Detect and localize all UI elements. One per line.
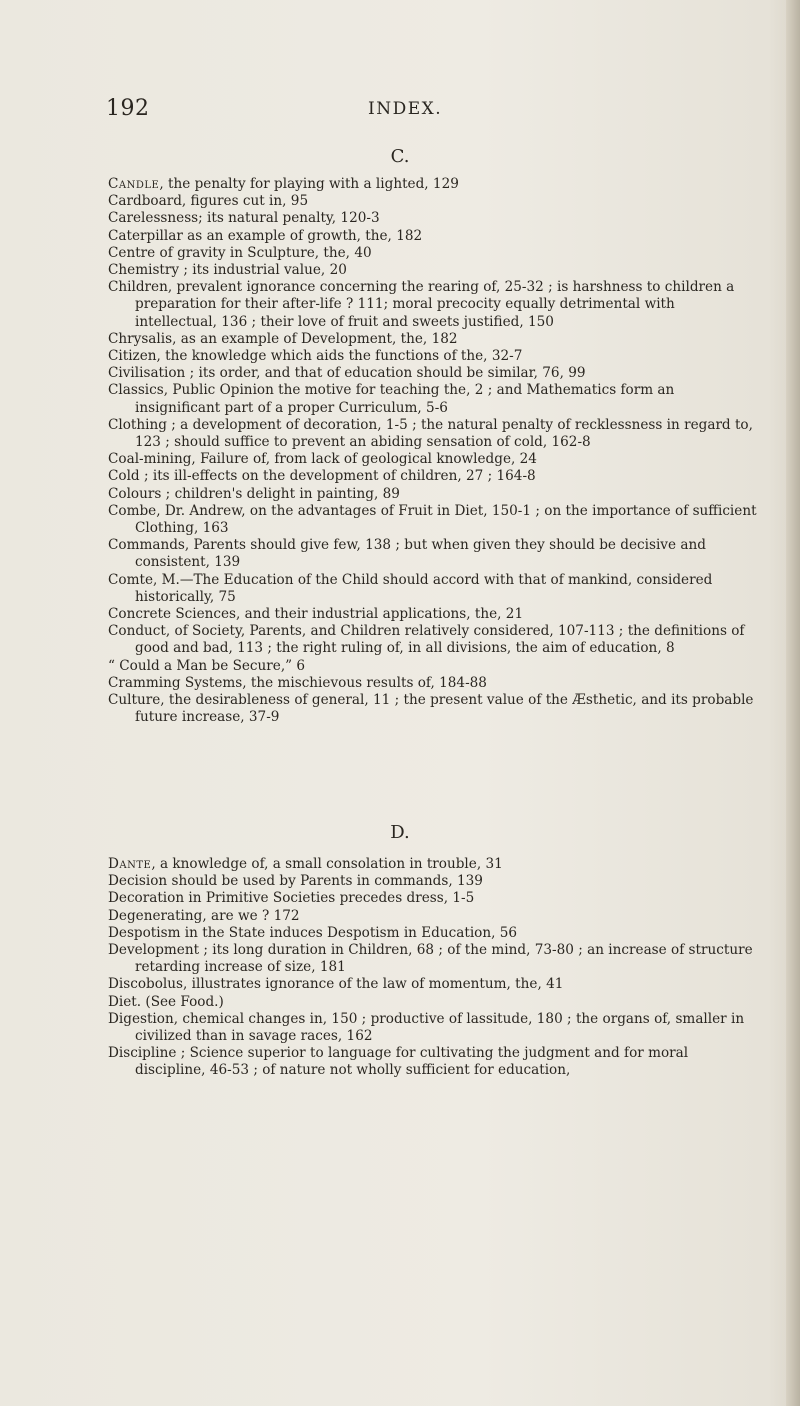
- page-edge: [786, 0, 800, 1406]
- index-entry: Classics, Public Opinion the motive for teaching the, 2 ; and Mathematics form an insignificant part of a proper Curriculum, 5-6: [108, 382, 675, 416]
- index-entries-d: [108, 856, 758, 1080]
- index-entry: Decision should be used by Parents in commands, 139: [108, 873, 483, 890]
- entry-text: , the penalty for playing with a lighted, 129: [159, 176, 459, 192]
- entry-headword: Dante: [108, 856, 152, 872]
- index-entry: Civilisation ; its order, and that of education should be similar, 76, 99: [108, 365, 586, 382]
- index-entry: Citizen, the knowledge which aids the functions of the, 32-7: [108, 348, 523, 365]
- index-entry: Comte, M.—The Education of the Child should accord with that of mankind, considered historically, 75: [108, 571, 713, 605]
- index-entry: Caterpillar as an example of growth, the, 182: [108, 227, 423, 244]
- index-entry: [108, 176, 758, 193]
- running-head: INDEX.: [368, 99, 443, 119]
- section-heading-d: D.: [390, 822, 410, 843]
- index-entry: Carelessness; its natural penalty, 120-3: [108, 210, 380, 227]
- index-entry: Colours ; children's delight in painting, 89: [108, 485, 400, 502]
- index-entry: Children, prevalent ignorance concerning the rearing of, 25-32 ; is harshness to children a preparation for their after-life ? 111; moral precocity equally detrimental with intellectual, 136 ; their love of fruit and sweets justified, 150: [108, 279, 735, 330]
- index-entry: Commands, Parents should give few, 138 ; but when given they should be decisive and consistent, 139: [108, 537, 706, 571]
- section-heading-c: C.: [390, 146, 410, 167]
- entry-text: , a knowledge of, a small consolation in trouble, 31: [151, 856, 503, 872]
- index-entry: Discipline ; Science superior to language for cultivating the judgment and for moral discipline, 46-53 ; of nature not wholly sufficient for education,: [108, 1045, 689, 1079]
- index-entry: Culture, the desirableness of general, 11 ; the present value of the Æsthetic, and its probable future increase, 37-9: [108, 692, 754, 726]
- index-entry: “ Could a Man be Secure,” 6: [108, 657, 306, 674]
- index-entry: Degenerating, are we ? 172: [108, 907, 300, 924]
- index-entry: Combe, Dr. Andrew, on the advantages of Fruit in Diet, 150-1 ; on the importance of sufficient Clothing, 163: [108, 502, 757, 537]
- index-entries-c: [108, 176, 758, 727]
- page-number: 192: [106, 96, 150, 121]
- index-entry: Decoration in Primitive Societies precedes dress, 1-5: [108, 890, 475, 907]
- entry-headword: Candle: [108, 176, 160, 192]
- index-entry: Coal-mining, Failure of, from lack of geological knowledge, 24: [108, 451, 537, 468]
- index-entry: Cardboard, figures cut in, 95: [108, 193, 309, 210]
- index-entry: Discobolus, illustrates ignorance of the law of momentum, the, 41: [108, 976, 564, 993]
- index-entry: [108, 856, 758, 873]
- index-entry: Digestion, chemical changes in, 150 ; productive of lassitude, 180 ; the organs of, smaller in civilized than in savage races, 162: [108, 1010, 745, 1045]
- index-entry: Development ; its long duration in Children, 68 ; of the mind, 73-80 ; an increase of structure retarding increase of size, 181: [108, 942, 753, 976]
- index-entry: Concrete Sciences, and their industrial applications, the, 21: [108, 606, 524, 623]
- index-entry: Clothing ; a development of decoration, 1-5 ; the natural penalty of recklessness in regard to, 123 ; should suffice to prevent an abiding sensation of cold, 162-8: [108, 416, 753, 451]
- index-entry: Chemistry ; its industrial value, 20: [108, 262, 347, 279]
- index-entry: Diet. (See Food.): [108, 993, 224, 1010]
- index-entry: Cramming Systems, the mischievous results of, 184-88: [108, 674, 487, 691]
- index-entry: Centre of gravity in Sculpture, the, 40: [108, 244, 372, 261]
- index-entry: Chrysalis, as an example of Development, the, 182: [108, 330, 458, 347]
- index-entry: Despotism in the State induces Despotism in Education, 56: [108, 924, 518, 941]
- index-entry: Conduct, of Society, Parents, and Children relatively considered, 107-113 ; the definitions of good and bad, 113 ; the right ruling of, in all divisions, the aim of education, 8: [108, 623, 745, 657]
- index-entry: Cold ; its ill-effects on the development of children, 27 ; 164-8: [108, 468, 536, 485]
